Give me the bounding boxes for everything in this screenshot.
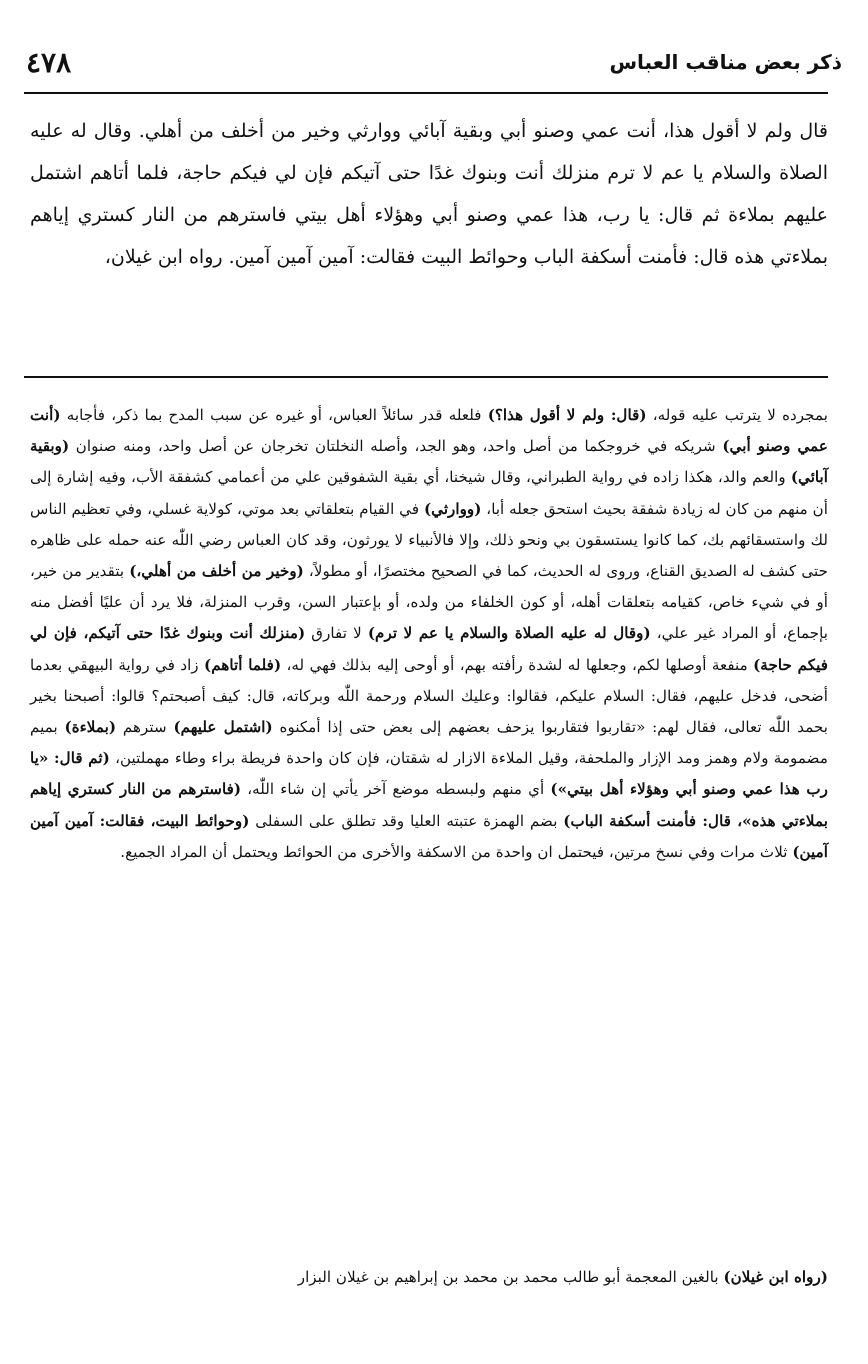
commentary-segment: بالغين المعجمة أبو طالب محمد بن محمد بن إبراهيم بن غيلان البزار xyxy=(297,1268,724,1286)
commentary-segment: سترهم xyxy=(116,718,174,737)
commentary-text xyxy=(30,400,828,868)
commentary-segment: أي منهم ولبسطه موضع آخر يأتي إن شاء اللّٰه، xyxy=(241,780,551,799)
commentary-segment: زاد في رواية البيهقي بعدما أضحى، فدخل عليهم، فقال: السلام عليكم، فقالوا: وعليك السلام ورحمة اللّٰه وبركاته، قال: كيف أصبحتم؟ قالوا: أصبحنا بخير بحمد اللّٰه تعالى، فقال لهم: «تقاربوا فتقاربوا يزحف بعضهم إلى بعض حتى إذا أمكنوه xyxy=(30,655,829,737)
quoted-text: (وخير من أخلف من أهلي،) xyxy=(129,562,304,581)
commentary-segment: بضم الهمزة عتبته العليا وقد تطلق على السفلى xyxy=(249,811,564,830)
quoted-text: (بملاءة) xyxy=(64,718,117,737)
quoted-text: (وقال له عليه الصلاة والسلام يا عم لا ترم) xyxy=(367,624,651,643)
running-title: ذكر بعض مناقب العباس xyxy=(609,50,842,74)
page-number: ٤٧٨ xyxy=(26,45,72,79)
quoted-text: (أنت عمي وصنو أبي) xyxy=(30,406,828,456)
separator-rule xyxy=(24,376,828,378)
quoted-text: (منزلك أنت وبنوك غدًا حتى آتيكم، فإن لي فيكم حاجة) xyxy=(30,624,829,674)
quoted-text: (وحوائط البيت، فقالت: آمين آمين آمين) xyxy=(30,811,828,861)
page-header xyxy=(26,40,842,84)
commentary-segment: في القيام بتعلقاتي بعد موتي، كولاية غسلي، وفي تعظيم الناس لك واستسقائهم بك، كما كانوا يستسقون بي ونحو ذلك، وإلا فالأنبياء لا يورثون، وقد كان العباس رضي اللّٰه عنه حمله على ظاهره حتى كشف له الصديق القناع، وروى له الحديث، كما في الصحيح مختصرًا، أو مطولاً، xyxy=(30,499,828,581)
commentary-segment: بميم مضمومة ولام وهمز ومد الإزار والملحفة، وقيل الملاءة الازار له شقتان، فإن كان واحدة فريطة براء وطاء مهملتين، xyxy=(30,718,828,768)
header-rule xyxy=(24,92,828,94)
commentary-segment: بتقدير من خير، أو في شيء خاص، كقيامه بتعلقات أهله، أو كون الخلفاء من ولده، أو بإعتبار السن، وقرب المنزلة، فلا يرد أن عليًا أفضل منه بإجماع، أو المراد غير علي، xyxy=(30,562,828,643)
commentary-segment: ثلاث مرات وفي نسخ مرتين، فيحتمل ان واحدة من الاسكفة والأخرى من الحوائط ويحتمل أن المراد الجميع. xyxy=(120,842,793,861)
quoted-text: (قال: ولم لا أقول هذا؟) xyxy=(487,406,647,424)
commentary-segment: بمجرده لا يترتب عليه قوله، xyxy=(646,406,828,424)
quoted-text: (ثم قال: «يا رب هذا عمي وصنو أبي وهؤلاء أهل بيتي») xyxy=(30,749,829,799)
commentary-segment: شريكه في خروجكما من أصل واحد، وهو الجد، وأصله النخلتان تخرجان عن أصل واحد، ومنه صنوان xyxy=(69,437,723,456)
quoted-text: (رواه ابن غيلان) xyxy=(723,1268,828,1286)
quoted-text: (فاسترهم من النار كستري إياهم بملاءتي هذه»، قال: فأمنت أسكفة الباب) xyxy=(30,780,828,830)
quoted-text: (وبقية آبائي) xyxy=(30,437,828,487)
quoted-text: (اشتمل عليهم) xyxy=(173,718,273,737)
commentary-segment: لا تفارق xyxy=(305,624,368,643)
commentary-segment: فلعله قدر سائلاً العباس، أو غيره عن سبب المدح بما ذكر، فأجابه xyxy=(60,406,488,424)
quoted-text: (فلما أتاهم) xyxy=(204,655,282,674)
hadith-text: قال ولم لا أقول هذا، أنت عمي وصنو أبي وبقية آبائي ووارثي وخير من أخلف من أهلي. وقال له عليه الصلاة والسلام يا عم لا ترم منزلك أنت وبنوك غدًا حتى آتيكم فإن لي فيكم حاجة، فلما أتاهم اشتمل عليهم بملاءة ثم قال: يا رب، هذا عمي وصنو أبي وهؤلاء أهل بيتي فاسترهم من النار كستري إياهم بملاءتي هذه قال: فأمنت أسكفة الباب وحوائط البيت فقالت: آمين آمين آمين. رواه ابن غيلان، xyxy=(30,120,828,268)
commentary-segment: والعم والد، هكذا زاده في رواية الطبراني، وقال شيخنا، أي بقية الشفوقين علي من أعمامي كشفقة الأب، وفيه إشارة إلى أن منهم من كان له زيادة شفقة بحيث استحق جعله أبا، xyxy=(30,468,829,518)
commentary-segment: منفعة أوصلها لكم، وجعلها له لشدة رأفته بهم، أو أوحى إليه بذلك فهي له، xyxy=(281,655,754,674)
quoted-text: (ووارثي) xyxy=(423,499,482,518)
commentary-final-line xyxy=(30,1262,828,1293)
